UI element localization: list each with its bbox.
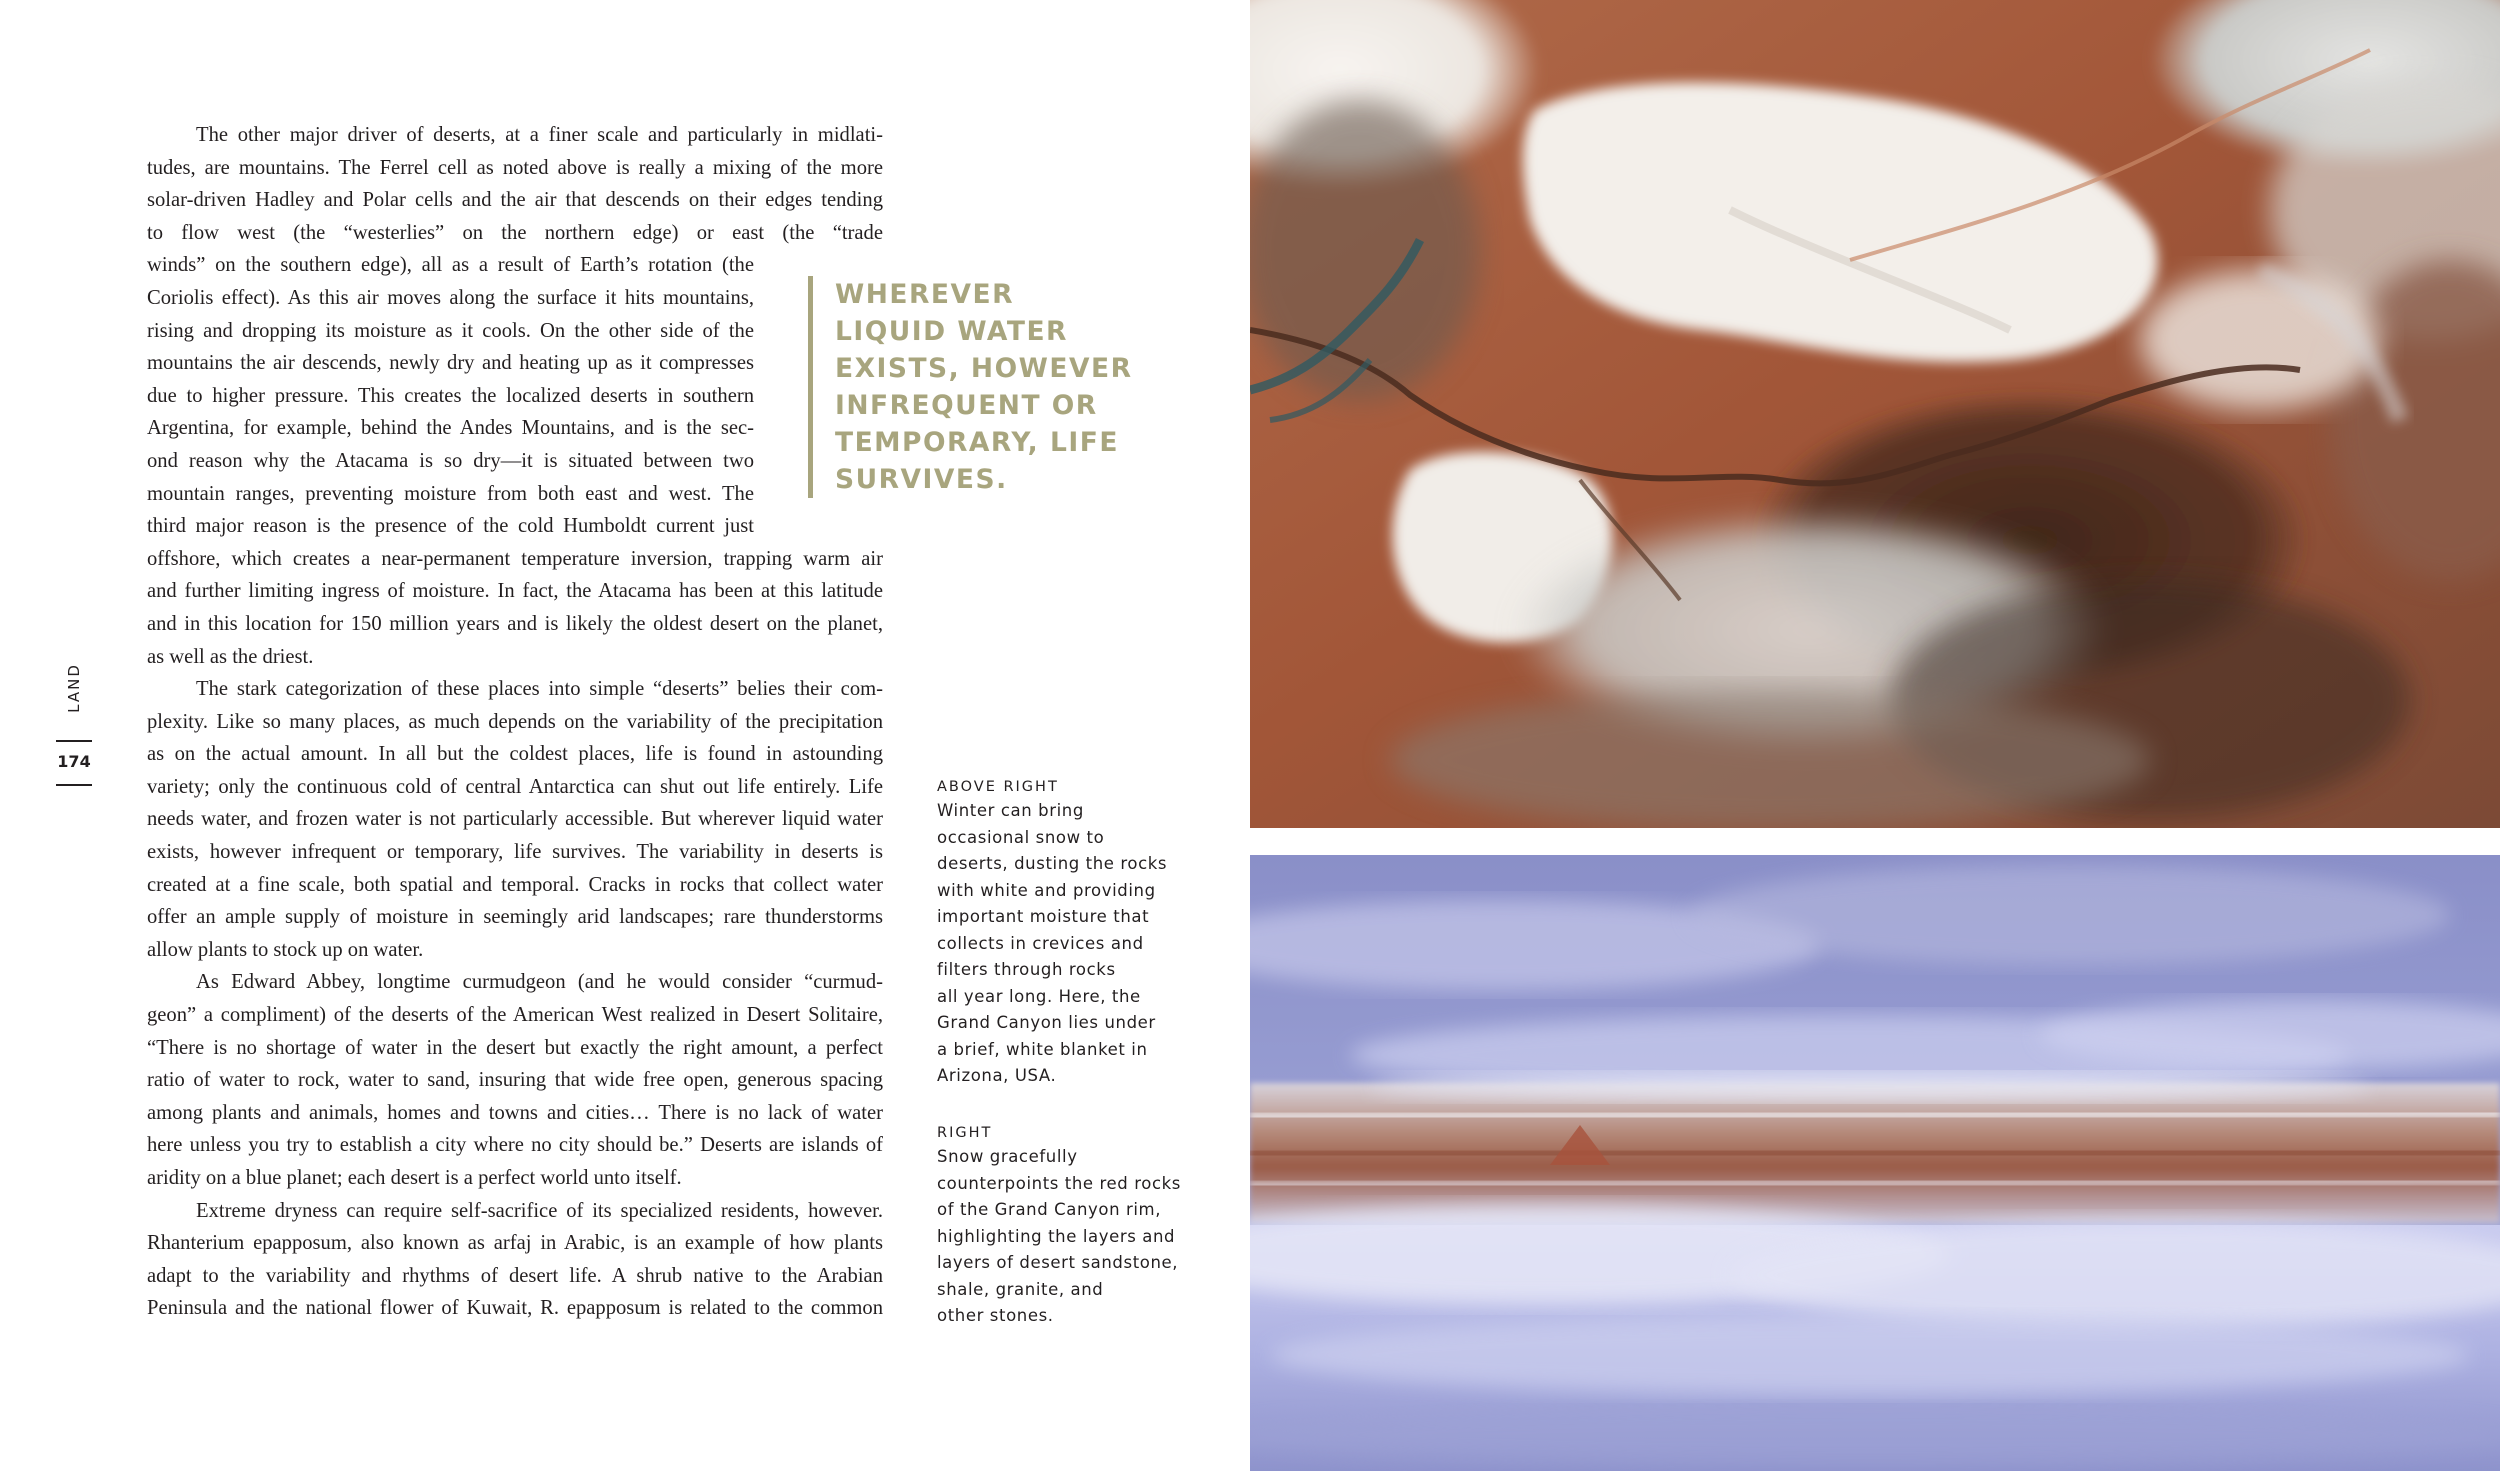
caption-line: layers of desert sandstone,	[937, 1253, 1179, 1272]
text-line: as on the actual amount. In all but the coldest places, life is found in astounding	[147, 743, 883, 766]
section-name: LAND	[65, 663, 83, 713]
text-line: ratio of water to rock, water to sand, insuring that wide free open, generous spacing	[147, 1069, 883, 1092]
paragraph-4	[147, 1195, 883, 1325]
canyon-rim-photo	[1250, 855, 2500, 1471]
text-line: among plants and animals, homes and towns and cities… There is no lack of water	[147, 1101, 883, 1124]
pull-quote-line: LIQUID WATER	[835, 316, 1068, 347]
text-line: plexity. Like so many places, as much depends on the variability of the precipitation	[147, 710, 883, 733]
text-line: mountain ranges, preventing moisture from both east and west. The	[147, 482, 754, 505]
text-line: Extreme dryness can require self-sacrifice of its specialized residents, however.	[196, 1199, 883, 1222]
pull-quote	[808, 276, 1133, 498]
text-line: Peninsula and the national flower of Kuwait, R. epapposum is related to the common	[147, 1297, 883, 1320]
text-line: created at a fine scale, both spatial and temporal. Cracks in rocks that collect water	[147, 873, 883, 896]
paragraph-3	[147, 966, 883, 1194]
paragraph-1	[147, 119, 883, 673]
pull-quote-line: EXISTS, HOWEVER	[835, 353, 1133, 384]
caption-line: important moisture that	[937, 907, 1150, 926]
text-line: offshore, which creates a near-permanent temperature inversion, trapping warm air	[147, 547, 883, 570]
text-line: third major reason is the presence of the cold Humboldt current just	[147, 515, 754, 538]
text-line: to flow west (the “westerlies” on the northern edge) or east (the “trade	[147, 221, 883, 244]
text-line: solar-driven Hadley and Polar cells and the air that descends on their edges tending	[147, 189, 883, 212]
caption-line: with white and providing	[937, 880, 1156, 900]
text-line: offer an ample supply of moisture in seemingly arid landscapes; rare thunderstorms	[147, 906, 883, 929]
text-line: needs water, and frozen water is not particularly accessible. But wherever liquid water	[147, 808, 883, 831]
text-line: ond reason why the Atacama is so dry—it is situated between two	[147, 449, 754, 472]
text-line: “There is no shortage of water in the desert but exactly the right amount, a perfect	[147, 1036, 883, 1059]
text-line: Coriolis effect). As this air moves along the surface it hits mountains,	[147, 286, 754, 309]
text-line: and further limiting ingress of moisture. In fact, the Atacama has been at this latitude	[147, 580, 883, 603]
caption-line: Arizona, USA.	[937, 1066, 1057, 1085]
text-line: winds” on the southern edge), all as a result of Earth’s rotation (the	[147, 254, 754, 277]
text-line: due to higher pressure. This creates the localized deserts in southern	[147, 384, 754, 407]
caption-line: highlighting the layers and	[937, 1226, 1176, 1246]
text-line: as well as the driest.	[147, 645, 314, 668]
caption-line: Grand Canyon lies under	[937, 1013, 1156, 1032]
caption-line: Winter can bring	[937, 801, 1084, 820]
text-line: rising and dropping its moisture as it cools. On the other side of the	[147, 319, 754, 342]
text-line: here unless you try to establish a city where no city should be.” Deserts are islands of	[147, 1134, 883, 1157]
caption-heading: RIGHT	[937, 1125, 993, 1141]
pull-quote-line: TEMPORARY, LIFE	[835, 427, 1119, 458]
text-line: exists, however infrequent or temporary, life survives. The variability in deserts is	[147, 841, 883, 864]
caption-line: a brief, white blanket in	[937, 1039, 1148, 1059]
caption-line: collects in crevices and	[937, 933, 1144, 953]
section-label	[54, 660, 94, 716]
paragraph-2	[147, 673, 883, 966]
folio-rule	[56, 784, 92, 786]
text-line: and in this location for 150 million years and is likely the oldest desert on the planet,	[147, 612, 883, 635]
right-page	[1250, 0, 2500, 1471]
text-line: Rhanterium epapposum, also known as arfaj in Arabic, is an example of how plants	[147, 1232, 883, 1255]
caption-line: Snow gracefully	[937, 1147, 1078, 1166]
text-line: The other major driver of deserts, at a finer scale and particularly in midlati-	[196, 124, 883, 146]
text-line: The stark categorization of these places into simple “deserts” belies their com-	[196, 678, 883, 701]
caption-line: occasional snow to	[937, 827, 1105, 847]
text-line: Argentina, for example, behind the Andes Mountains, and is the sec-	[147, 417, 754, 440]
caption-line: deserts, dusting the rocks	[937, 854, 1168, 873]
caption-heading: ABOVE RIGHT	[937, 779, 1059, 795]
caption-line: of the Grand Canyon rim,	[937, 1200, 1162, 1219]
aerial-canyon-image	[1250, 0, 2500, 828]
text-line: mountains the air descends, newly dry and heating up as it compresses	[147, 352, 754, 375]
text-line: allow plants to stock up on water.	[147, 938, 424, 961]
page-number: 174	[57, 752, 91, 771]
pull-quote-line: INFREQUENT OR	[835, 390, 1098, 421]
caption-right	[937, 1122, 1197, 1330]
text-line: tudes, are mountains. The Ferrel cell as noted above is really a mixing of the more	[147, 156, 883, 179]
canyon-rim-image	[1250, 855, 2500, 1471]
caption-line: counterpoints the red rocks	[937, 1173, 1181, 1193]
folio-rule	[56, 740, 92, 742]
text-line: variety; only the continuous cold of central Antarctica can shut out life entirely. Life	[147, 775, 883, 798]
caption-above-right	[937, 776, 1197, 1090]
text-line: aridity on a blue planet; each desert is a perfect world unto itself.	[147, 1167, 682, 1189]
text-line: geon” a compliment) of the deserts of the American West realized in Desert Solitaire,	[147, 1004, 883, 1027]
caption-line: all year long. Here, the	[937, 986, 1141, 1006]
text-line: adapt to the variability and rhythms of desert life. A shrub native to the Arabian	[147, 1264, 883, 1287]
pull-quote-line: WHEREVER	[835, 279, 1015, 310]
text-line: As Edward Abbey, longtime curmudgeon (and he would consider “curmud-	[196, 971, 883, 994]
caption-line: shale, granite, and	[937, 1279, 1104, 1299]
caption-line: filters through rocks	[937, 960, 1116, 979]
aerial-canyon-photo	[1250, 0, 2500, 828]
caption-line: other stones.	[937, 1306, 1054, 1325]
body-text	[147, 119, 883, 1325]
pull-quote-line: SURVIVES.	[835, 464, 1008, 495]
